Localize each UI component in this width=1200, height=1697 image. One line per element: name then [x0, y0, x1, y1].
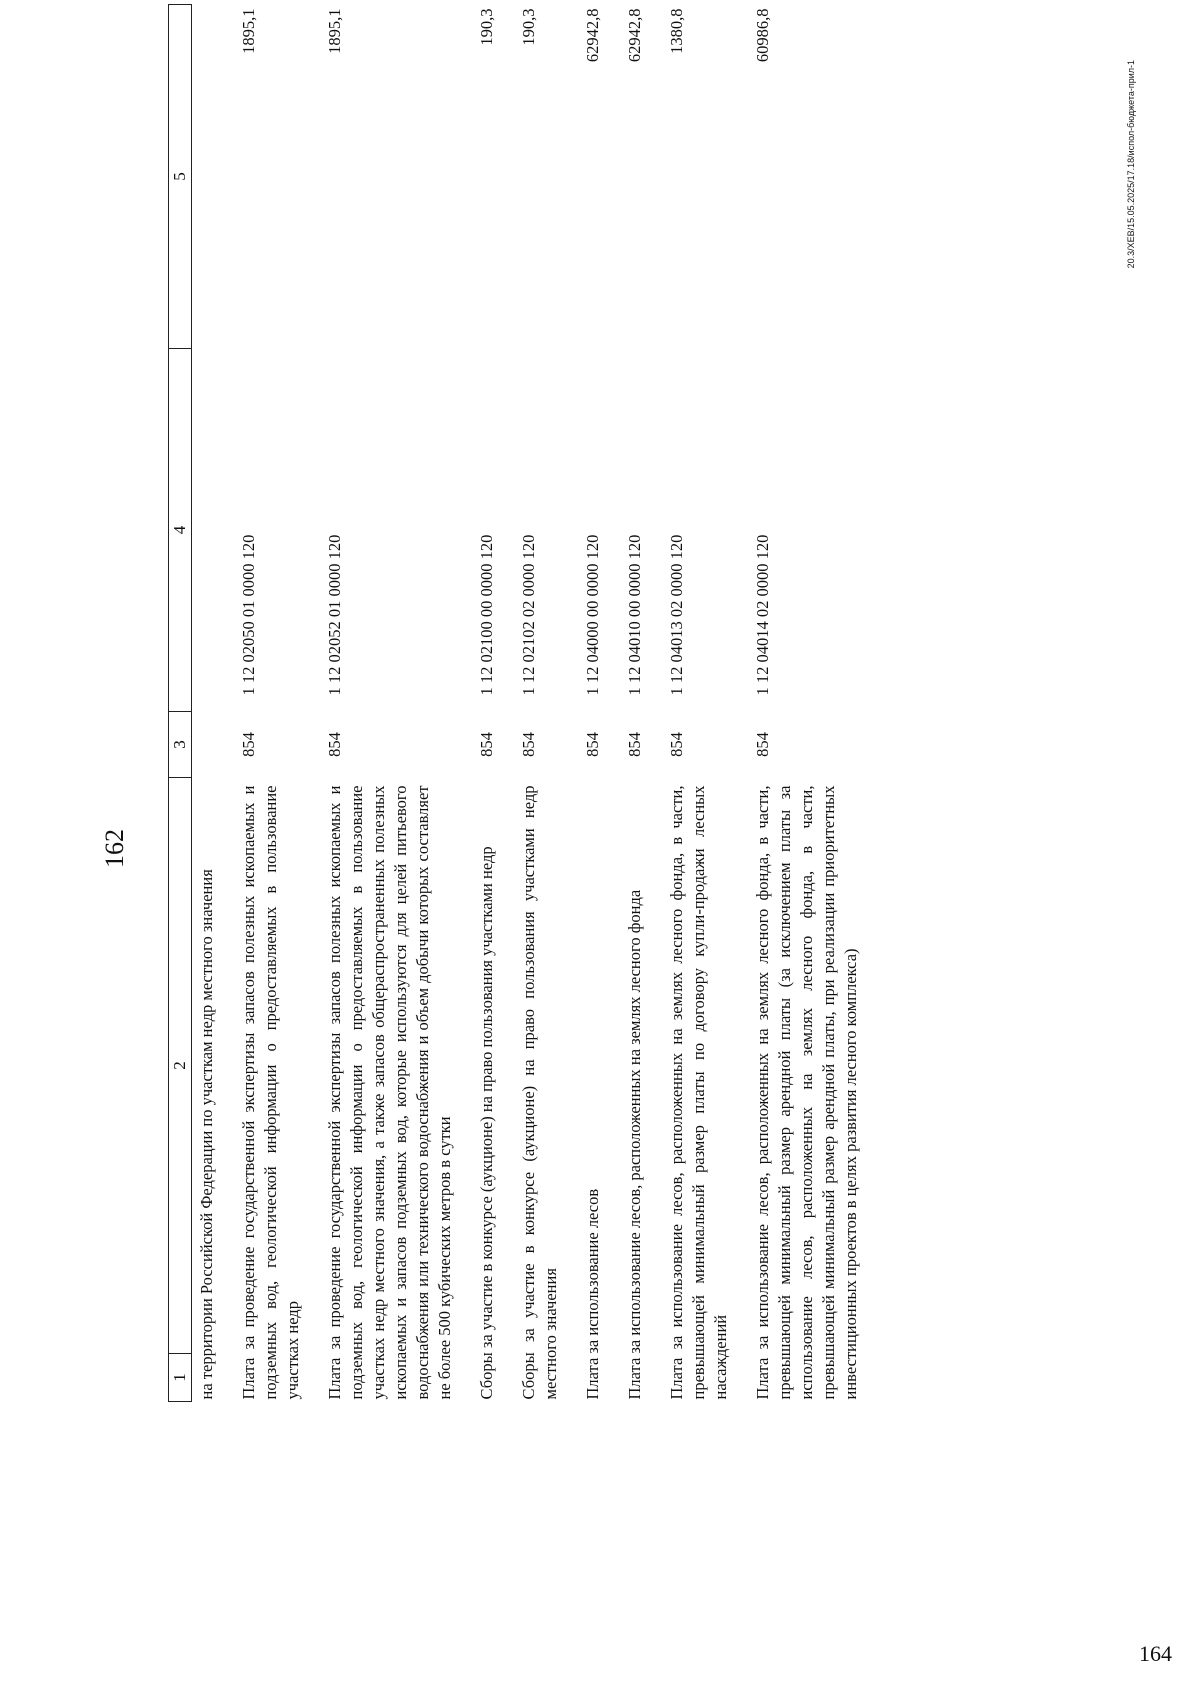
row-name: Сборы за участие в конкурсе (аукционе) на право пользования участками недр местного значения — [519, 785, 560, 1400]
row-amount: 1895,1 — [325, 8, 344, 54]
row-admin-code: 854 — [753, 732, 772, 757]
row-amount: 1380,8 — [667, 8, 686, 54]
row-budget-code: 1 12 04010 00 0000 120 — [625, 534, 644, 696]
revenue-table — [168, 4, 878, 1402]
row-name: Плата за использование лесов — [583, 1188, 602, 1400]
table-row — [662, 5, 748, 1402]
row-amount: 60986,8 — [753, 8, 772, 63]
column-header-5: 5 — [169, 5, 192, 349]
row-name: Плата за использование лесов, расположенных на землях лесного фонда, в части, превышающей минимальный размер платы по договору купли-продажи лесных насаждений — [667, 785, 730, 1400]
row-amount: 62942,8 — [625, 8, 644, 63]
column-header-3: 3 — [169, 712, 192, 778]
row-amount: 1895,1 — [239, 8, 258, 54]
table-header-row — [169, 5, 192, 1402]
row-name: Плата за использование лесов, расположенных на землях лесного фонда, в части, превышающей минимальный размер арендной платы (за исключением платы за использование лесов, расположенных на землях лесного фонда, в части, превышающей минимальный размер арендной платы, при реализации приоритетных инвестиционных проектов в целях развития лесного комплекса) — [753, 785, 860, 1400]
table-row — [578, 5, 620, 1402]
row-amount: 190,3 — [477, 8, 496, 46]
table-row — [320, 5, 472, 1402]
row-admin-code — [192, 712, 235, 778]
row-amount — [192, 5, 235, 349]
row-name: Сборы за участие в конкурсе (аукционе) на право пользования участками недр — [477, 846, 496, 1400]
table-row — [192, 5, 235, 1402]
row-admin-code: 854 — [477, 732, 496, 757]
row-budget-code: 1 12 02102 02 0000 120 — [519, 534, 538, 696]
table-row — [514, 5, 578, 1402]
table-row — [472, 5, 514, 1402]
column-header-4: 4 — [169, 349, 192, 712]
row-admin-code: 854 — [519, 732, 538, 757]
row-budget-code: 1 12 04014 02 0000 120 — [753, 534, 772, 696]
row-budget-code: 1 12 02100 00 0000 120 — [477, 534, 496, 696]
row-amount: 190,3 — [519, 8, 538, 46]
row-budget-code: 1 12 02050 01 0000 120 — [239, 534, 258, 696]
document-footer-code: 20.3/XEB/15.05.2025/17.18/испол-бюджета-прил-1 — [1126, 60, 1136, 269]
row-name: Плата за проведение государственной экспертизы запасов полезных ископаемых и подземных вод, геологической информации о предоставляемых в пользование участках недр местного значения, а также запасов общераспространенных полезных ископаемых и запасов подземных вод, которые используются для целей питьевого водоснабжения или технического водоснабжения и объем добычи которых составляет не более 500 кубических метров в сутки — [325, 785, 454, 1400]
row-admin-code: 854 — [583, 732, 602, 757]
row-budget-code: 1 12 04013 02 0000 120 — [667, 534, 686, 696]
column-header-1: 1 — [169, 1354, 192, 1402]
row-admin-code: 854 — [239, 732, 258, 757]
row-budget-code — [192, 349, 235, 712]
row-name: Плата за проведение государственной экспертизы запасов полезных ископаемых и подземных вод, геологической информации о предоставляемых в пользование участках недр — [239, 785, 302, 1400]
row-budget-code: 1 12 04000 00 0000 120 — [583, 534, 602, 696]
row-admin-code: 854 — [325, 732, 344, 757]
column-header-2: 2 — [169, 778, 192, 1354]
table-row — [234, 5, 320, 1402]
side-page-number: 164 — [1139, 1641, 1172, 1666]
row-admin-code: 854 — [625, 732, 644, 757]
table-row — [748, 5, 878, 1402]
row-amount: 62942,8 — [583, 8, 602, 63]
row-admin-code: 854 — [667, 732, 686, 757]
table-row — [620, 5, 662, 1402]
row-name: Плата за использование лесов, расположенных на землях лесного фонда — [625, 889, 644, 1400]
row-name: на территории Российской Федерации по участкам недр местного значения — [197, 869, 216, 1400]
page-number: 162 — [100, 829, 129, 868]
row-budget-code: 1 12 02052 01 0000 120 — [325, 534, 344, 696]
